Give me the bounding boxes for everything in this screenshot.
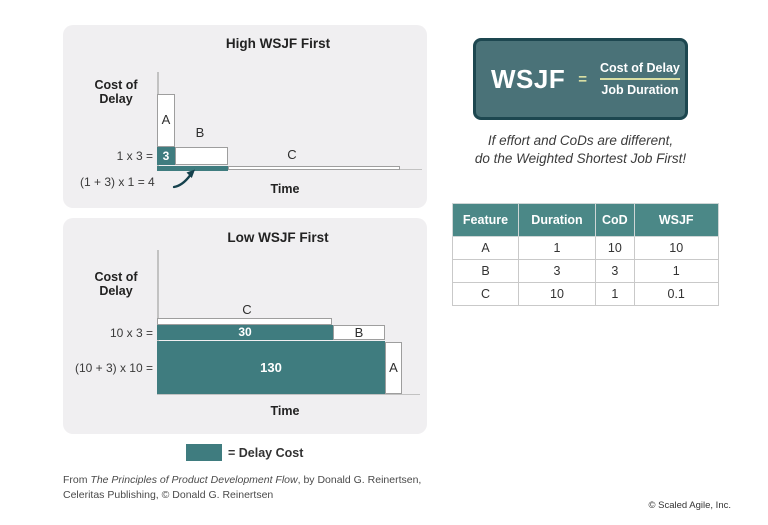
low-bar-c-label: C (242, 302, 252, 317)
header-duration: Duration (519, 204, 596, 237)
fraction-divider (600, 78, 680, 80)
cell-feature: B (453, 260, 519, 283)
delay-cost-swatch (186, 444, 222, 461)
cell-cod: 1 (596, 283, 635, 306)
wsjf-table-container (452, 203, 719, 306)
cell-feature: C (453, 283, 519, 306)
high-y-axis-label-line2: Delay (99, 92, 133, 106)
wsjf-formula-card (473, 38, 688, 120)
header-wsjf: WSJF (634, 204, 718, 237)
high-delay-cost-b-box: 3 (157, 147, 175, 165)
high-y-axis-label-line1: Cost of (94, 78, 138, 92)
formula-denominator: Job Duration (601, 83, 679, 97)
header-feature: Feature (453, 204, 519, 237)
low-y-axis-label-line2: Delay (99, 284, 133, 298)
formula-term: WSJF (491, 63, 566, 94)
table-header-row (453, 204, 719, 237)
attribution (63, 473, 451, 502)
wsjf-note (448, 132, 713, 167)
low-bar-b-outline: B (333, 325, 385, 340)
wsjf-table (452, 203, 719, 306)
note-line2: do the Weighted Shortest Job First! (474, 150, 687, 166)
formula-fraction (600, 61, 680, 97)
cell-wsjf: 0.1 (634, 283, 718, 306)
attribution-book-title: The Principles of Product Development Flow (90, 474, 298, 486)
low-y-axis-label-line1: Cost of (94, 270, 138, 284)
cell-cod: 10 (596, 237, 635, 260)
low-bar-c-outline (157, 318, 332, 325)
high-bar-a-label: A (161, 112, 171, 127)
high-y-axis-label (86, 78, 146, 106)
formula-numerator: Cost of Delay (600, 61, 680, 75)
low-delay-cost-a-bar: 130 (157, 341, 385, 394)
cell-duration: 3 (519, 260, 596, 283)
low-bar-a-outline: A (385, 342, 402, 394)
equals-sign: = (578, 70, 587, 88)
high-panel-title: High WSJF First (225, 36, 331, 51)
low-panel-title: Low WSJF First (227, 230, 329, 245)
table-row (453, 283, 719, 306)
high-calc-c-delay: (1 + 3) x 1 = 4 (80, 175, 155, 189)
cell-feature: A (453, 237, 519, 260)
note-line1: If effort and CoDs are different, (487, 133, 674, 148)
high-bar-c-outline (228, 166, 400, 171)
low-delay-cost-b-bar: 30 (157, 325, 333, 340)
header-cod: CoD (596, 204, 635, 237)
table-row (453, 260, 719, 283)
copyright: © Scaled Agile, Inc. (648, 500, 731, 511)
low-x-axis-title: Time (270, 404, 300, 418)
low-y-axis-label (86, 270, 146, 298)
cell-wsjf: 10 (634, 237, 718, 260)
cell-duration: 10 (519, 283, 596, 306)
curved-arrow-icon (172, 168, 198, 190)
legend-label: = Delay Cost (228, 446, 304, 460)
high-bar-c-label: C (287, 147, 297, 162)
attribution-suffix: , by Donald G. Reinertsen, Celeritas Publishing, © Donald G. Reinertsen (63, 474, 422, 501)
high-x-axis-title: Time (270, 182, 300, 196)
high-calc-b-delay: 1 x 3 = (116, 149, 153, 163)
high-bar-b-outline (175, 147, 228, 165)
low-calc-b-delay: 10 x 3 = (109, 326, 153, 340)
table-row (453, 237, 719, 260)
low-calc-a-delay: (10 + 3) x 10 = (74, 361, 153, 375)
cell-cod: 3 (596, 260, 635, 283)
cell-duration: 1 (519, 237, 596, 260)
attribution-prefix: From (63, 474, 91, 486)
cell-wsjf: 1 (634, 260, 718, 283)
high-bar-b-label: B (195, 125, 205, 140)
